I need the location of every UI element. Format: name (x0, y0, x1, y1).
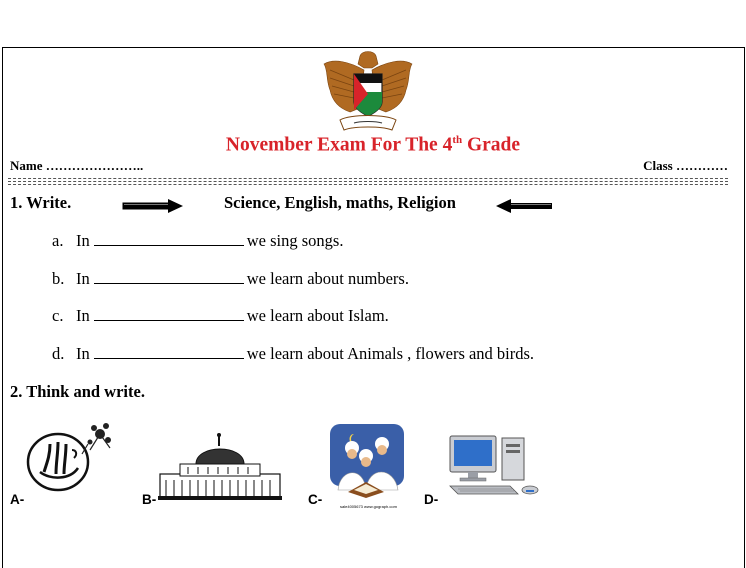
item-letter: d. (52, 344, 65, 363)
picture-label-b: B- (142, 492, 157, 507)
question-1-item (52, 231, 343, 251)
item-letter: c. (52, 306, 64, 325)
name-field-label: Name ………………….. (10, 158, 144, 173)
allah-calligraphy-icon (20, 420, 116, 494)
answer-blank[interactable] (94, 344, 244, 359)
question-1-heading: 1. Write. (10, 193, 72, 212)
exam-title: November Exam For The 4th Grade (225, 134, 521, 156)
question-2-heading: 2. Think and write. (10, 382, 145, 401)
item-prefix: In (76, 306, 90, 325)
item-prefix: In (76, 344, 90, 363)
palestine-emblem-icon (320, 50, 416, 136)
divider-line (8, 181, 728, 182)
answer-blank[interactable] (94, 269, 244, 284)
arrow-left-icon (495, 198, 553, 214)
picture-label-a: A- (10, 492, 25, 507)
picture-caption: sale4005673 www.gograph.com (340, 504, 397, 509)
item-suffix: we learn about numbers. (246, 269, 409, 288)
class-field-label: Class ………… (643, 158, 728, 173)
children-reading-quran-icon (326, 420, 408, 506)
question-1-item (52, 269, 409, 289)
picture-label-d: D- (424, 492, 439, 507)
divider-line (8, 178, 728, 179)
item-suffix: we learn about Animals , flowers and birds. (246, 344, 535, 363)
item-letter: a. (52, 231, 64, 250)
item-prefix: In (76, 231, 90, 250)
item-letter: b. (52, 269, 65, 288)
item-suffix: we learn about Islam. (246, 306, 389, 325)
item-prefix: In (76, 269, 90, 288)
picture-label-c: C- (308, 492, 323, 507)
question-1-item (52, 344, 534, 364)
item-suffix: we sing songs. (246, 231, 344, 250)
answer-blank[interactable] (94, 231, 244, 246)
answer-blank[interactable] (94, 306, 244, 321)
divider-line (8, 184, 728, 185)
word-bank: Science, English, maths, Religion (224, 193, 456, 212)
arrow-right-icon (122, 198, 184, 214)
mosque-icon (158, 430, 282, 502)
computer-icon (446, 434, 544, 500)
question-1-item (52, 306, 389, 326)
